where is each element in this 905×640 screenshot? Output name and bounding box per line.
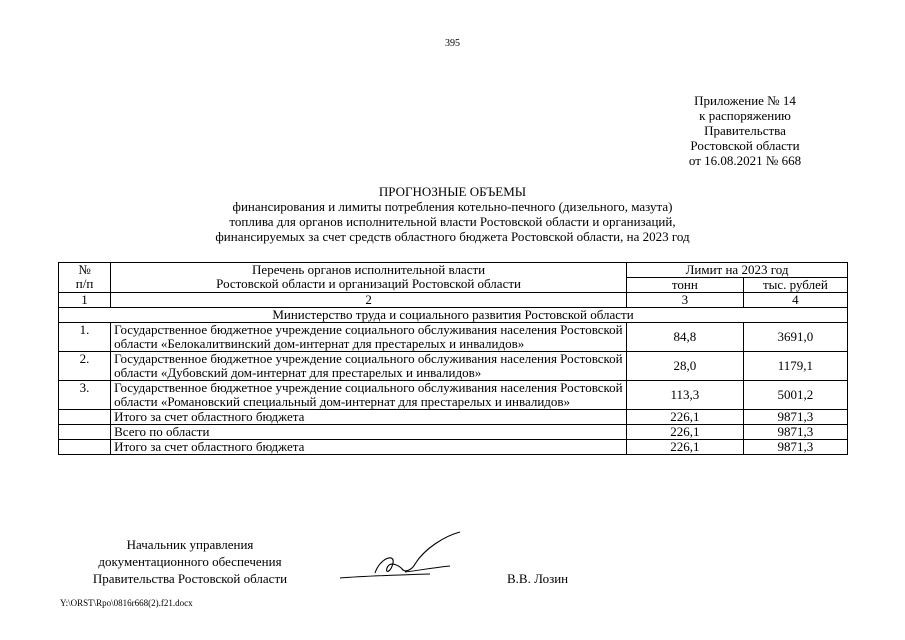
row-name: Государственное бюджетное учреждение социального обслуживания населения Ростовской области «Белокалитвинский дом-интернат для престарелых и инвалидов» (111, 323, 627, 352)
total-empty-cell (59, 440, 111, 455)
appendix-block (660, 93, 830, 168)
signature-position (55, 536, 325, 587)
total-label: Итого за счет областного бюджета (111, 440, 627, 455)
total-label: Всего по области (111, 425, 627, 440)
row-name: Государственное бюджетное учреждение социального обслуживания населения Ростовской области «Дубовский дом-интернат для престарелых и инвалидов» (111, 352, 627, 381)
row-num: 3. (59, 381, 111, 410)
title-line: топлива для органов исполнительной власти Ростовской области и организаций, (229, 214, 676, 229)
row-tons: 84,8 (627, 323, 744, 352)
total-row (59, 440, 848, 455)
total-empty-cell (59, 410, 111, 425)
table-row (59, 381, 848, 410)
header-name (111, 263, 627, 293)
row-num: 1. (59, 323, 111, 352)
section-title: Министерство труда и социального развития Ростовской области (59, 308, 848, 323)
col-number: 4 (743, 293, 847, 308)
appendix-line: Ростовской области (690, 138, 800, 153)
position-line: документационного обеспечения (98, 554, 282, 569)
table-row (59, 352, 848, 381)
row-tons: 28,0 (627, 352, 744, 381)
title-line: финансирования и лимиты потребления котельно-печного (дизельного, мазута) (232, 199, 673, 214)
header-name-line: Ростовской области и организаций Ростовской области (216, 276, 521, 291)
total-row (59, 425, 848, 440)
appendix-line: Приложение № 14 (694, 93, 796, 108)
total-rubles: 9871,3 (743, 425, 847, 440)
handwritten-signature (335, 528, 475, 588)
header-rubles: тыс. рублей (743, 278, 847, 293)
table-header-row (59, 263, 848, 278)
section-row (59, 308, 848, 323)
column-numbers-row (59, 293, 848, 308)
appendix-line: Правительства (704, 123, 786, 138)
position-line: Правительства Ростовской области (92, 571, 288, 586)
total-empty-cell (59, 425, 111, 440)
position-line: Начальник управления (126, 537, 254, 552)
header-num (59, 263, 111, 293)
total-rubles: 9871,3 (743, 440, 847, 455)
col-number: 2 (111, 293, 627, 308)
col-number: 3 (627, 293, 744, 308)
header-num-line: п/п (75, 276, 94, 291)
col-number: 1 (59, 293, 111, 308)
row-tons: 113,3 (627, 381, 744, 410)
row-name: Государственное бюджетное учреждение социального обслуживания населения Ростовской области «Романовский специальный дом-интернат для престарелых и инвалидов» (111, 381, 627, 410)
table-row (59, 323, 848, 352)
document-title (100, 184, 805, 244)
appendix-line: от 16.08.2021 № 668 (688, 153, 802, 168)
file-path: Y:\ORST\Rpo\0816r668(2).f21.docx (60, 598, 193, 608)
header-tons: тонн (627, 278, 744, 293)
header-limit: Лимит на 2023 год (627, 263, 848, 278)
row-num: 2. (59, 352, 111, 381)
total-tons: 226,1 (627, 425, 744, 440)
row-rubles: 1179,1 (743, 352, 847, 381)
row-rubles: 5001,2 (743, 381, 847, 410)
total-tons: 226,1 (627, 440, 744, 455)
page-number: 395 (445, 38, 460, 49)
total-rubles: 9871,3 (743, 410, 847, 425)
header-num-line: № (78, 262, 91, 277)
header-name-line: Перечень органов исполнительной власти (252, 262, 486, 277)
total-tons: 226,1 (627, 410, 744, 425)
limits-table (58, 262, 848, 455)
title-heading: ПРОГНОЗНЫЕ ОБЪЕМЫ (378, 184, 527, 199)
row-rubles: 3691,0 (743, 323, 847, 352)
total-label: Итого за счет областного бюджета (111, 410, 627, 425)
signer-name: В.В. Лозин (507, 571, 569, 586)
title-line: финансируемых за счет средств областного бюджета Ростовской области, на 2023 год (215, 229, 690, 244)
appendix-line: к распоряжению (699, 108, 791, 123)
total-row (59, 410, 848, 425)
